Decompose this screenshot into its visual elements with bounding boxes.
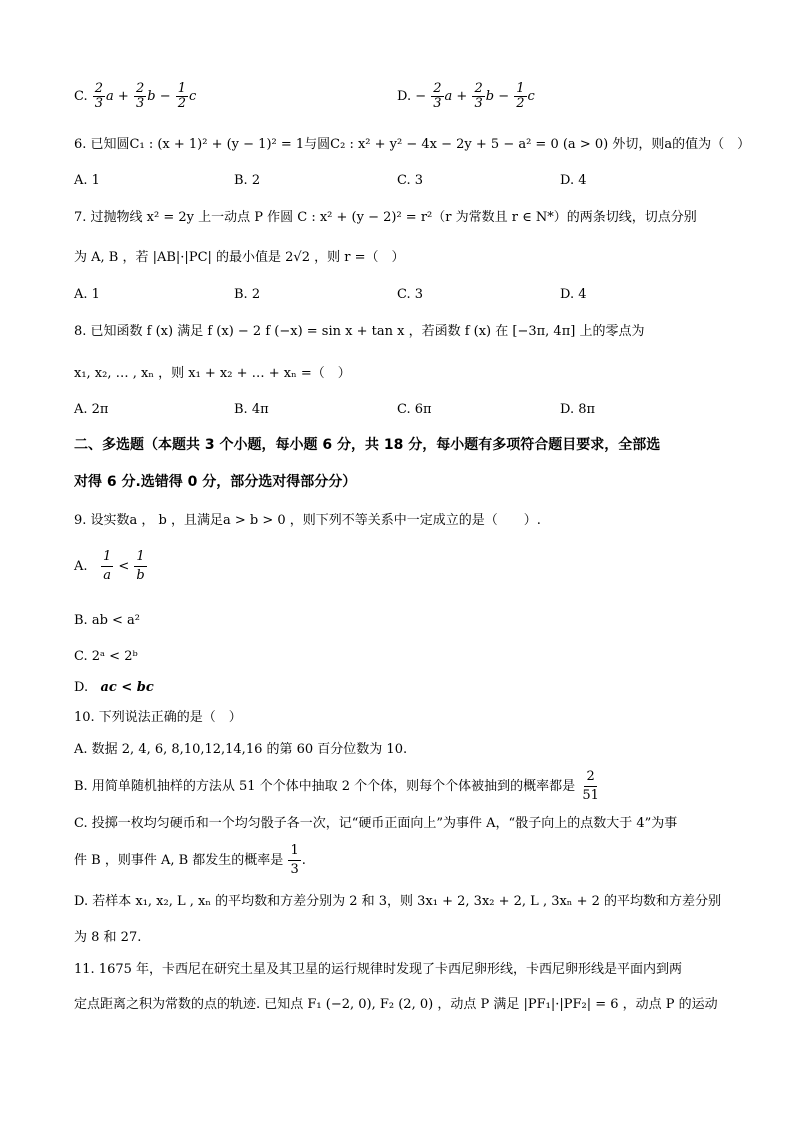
q6-option-b: B. 2 [234, 173, 261, 188]
q11-stem-line2: 定点距离之积为常数的点的轨迹. 已知点 F₁ (−2, 0), F₂ (2, 0) ，动点 P 满足 |PF₁|·|PF₂| = 6 ，动点 P 的运动 [74, 997, 718, 1012]
q9-option-b: B. ab < a² [74, 613, 141, 628]
q5-option-c [74, 82, 196, 111]
option-text: 件 B ，则事件 A, B 都发生的概率是 [74, 853, 284, 868]
q8-stem-line2: x₁, x₂, … , xₙ ，则 x₁ + x₂ + … + xₙ =（ ） [74, 366, 351, 381]
q11-stem-line1: 11. 1675 年，卡西尼在研究土星及其卫星的运行规律时发现了卡西尼卵形线，卡西尼卵形线是平面内到两 [74, 962, 683, 977]
q10-option-c-line1: C. 投掷一枚均匀硬币和一个均匀骰子各一次，记“硬币正面向上”为事件 A，“骰子向上的点数大于 4”为事 [74, 816, 678, 831]
section-heading-line2: 对得 6 分.选错得 0 分，部分选对得部分分） [74, 474, 357, 490]
q6-option-d: D. 4 [560, 173, 587, 188]
q5-option-d [397, 82, 535, 111]
q10-option-a: A. 数据 2, 4, 6, 8,10,12,14,16 的第 60 百分位数为 10. [74, 742, 408, 757]
fraction: $\frac{1}{3}$ [290, 843, 299, 877]
option-d-expr: ac < bc [100, 680, 154, 695]
fraction: $\frac{2}{51}$ [582, 769, 599, 803]
q10-option-c-line2 [74, 842, 306, 879]
q9-option-d [74, 678, 154, 698]
q10-option-d-line2: 为 8 和 27. [74, 930, 142, 945]
section-heading-line1: 二、多选题（本题共 3 个小题，每小题 6 分，共 18 分，每小题有多项符合题目要求，全部选 [74, 437, 661, 453]
q8-option-a: A. 2π [74, 402, 109, 417]
q9-option-c: C. 2ᵃ < 2ᵇ [74, 649, 138, 664]
q7-option-a: A. 1 [74, 287, 100, 302]
q7-option-d: D. 4 [560, 287, 587, 302]
q7-stem-line2: 为 A, B ，若 |AB|·|PC| 的最小值是 2√2 ，则 r =（ ） [74, 250, 405, 265]
q8-option-d: D. 8π [560, 402, 596, 417]
q7-stem-line1: 7. 过抛物线 x² = 2y 上一动点 P 作圆 C : x² + (y − 2)² = r²（r 为常数且 r ∈ N*）的两条切线，切点分别 [74, 210, 697, 225]
q5-option-d-expr: − $\frac{2}{3}$ a + $\frac{2}{3}$ b − $\frac{1}{2}$ c [415, 81, 535, 111]
option-text: B. 用简单随机抽样的方法从 51 个个体中抽取 2 个个体，则每个个体被抽到的概率都是 [74, 779, 576, 794]
fraction: $\frac{1}{b}$ [136, 549, 145, 583]
fraction: $\frac{1}{a}$ [102, 549, 112, 583]
q10-option-d-line1: D. 若样本 x₁, x₂, L , xₙ 的平均数和方差分别为 2 和 3，则 3x₁ + 2, 3x₂ + 2, L , 3xₙ + 2 的平均数和方差分别 [74, 894, 721, 909]
q8-stem-line1: 8. 已知函数 f (x) 满足 f (x) − 2 f (−x) = sin x + tan x ，若函数 f (x) 在 [−3π, 4π] 上的零点为 [74, 324, 645, 339]
option-label: D. [397, 89, 412, 104]
q5-option-c-expr: $\frac{2}{3}$ a + $\frac{2}{3}$ b − $\frac{1}{2}$ c [94, 81, 197, 111]
q6-option-a: A. 1 [74, 173, 100, 188]
q9-stem: 9. 设实数a ， b ，且满足a > b > 0 ，则下列不等关系中一定成立的是（ ）. [74, 513, 541, 528]
q7-option-c: C. 3 [397, 287, 424, 302]
q10-stem: 10. 下列说法正确的是（ ） [74, 710, 242, 725]
period: . [301, 853, 306, 868]
q7-option-b: B. 2 [234, 287, 261, 302]
option-label: D. [74, 680, 89, 695]
q10-option-b [74, 768, 602, 805]
relation-symbol: < [118, 559, 130, 574]
q8-option-b: B. 4π [234, 402, 269, 417]
q8-option-c: C. 6π [397, 402, 432, 417]
q9-option-a [74, 548, 148, 585]
option-label: C. [74, 89, 88, 104]
q6-stem: 6. 已知圆C₁ : (x + 1)² + (y − 1)² = 1与圆C₂ : x² + y² − 4x − 2y + 5 − a² = 0 (a > 0) 外切，则a的值为（ ） [74, 137, 751, 152]
option-label: A. [74, 559, 88, 574]
q6-option-c: C. 3 [397, 173, 424, 188]
